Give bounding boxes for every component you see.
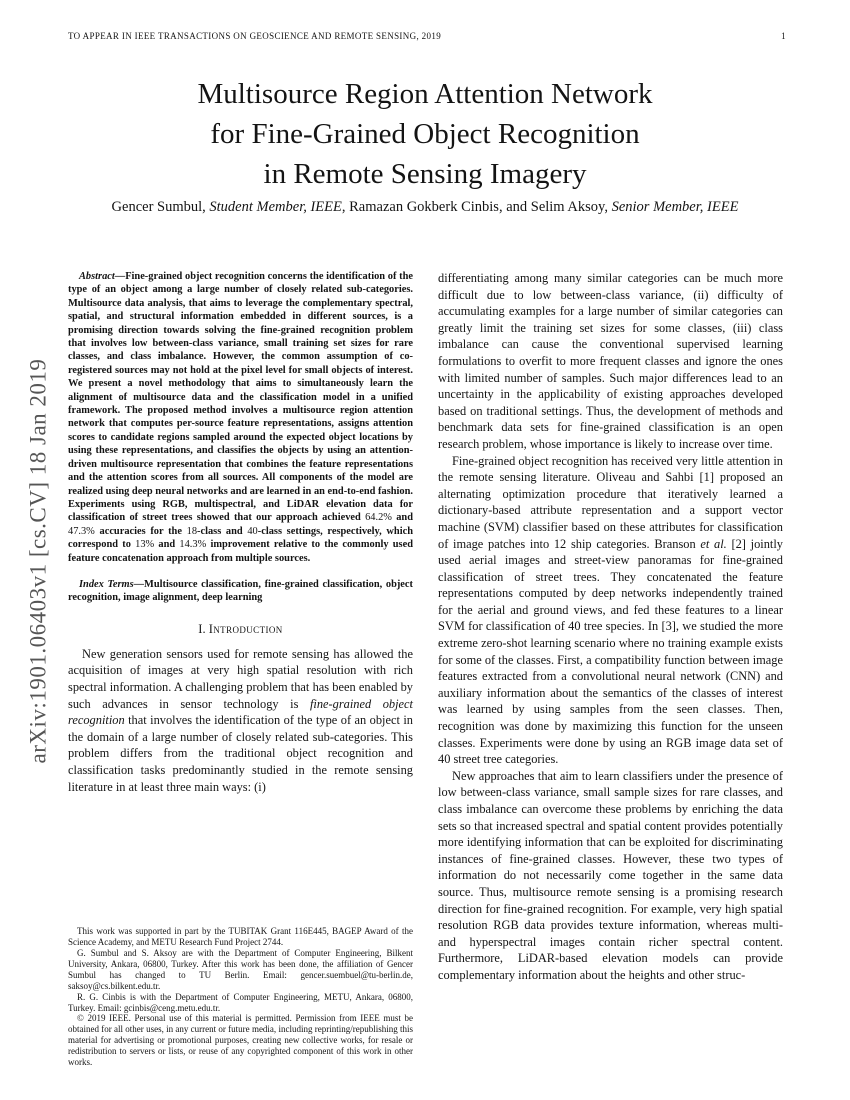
right-paragraph-3: New approaches that aim to learn classifiers under the presence of low between-class variance, small sample sizes for rare classes, and class imbalance can overcome these problems by enriching the data sets so that increased spectral and spatial content provides potentially more identifying information that can be exploited for discriminating instances of fine-grained classes. However, these two types of information do not necessarily come together in the same data source. Thus, multisource remote sensing is a promising research direction for fine-grained recognition. For example, very high spatial resolution RGB data provides texture information, whereas multi- and hyperspectral images contain richer spectral content. Furthermore, LiDAR-based elevation models can provide complementary information about the heights and other struc- xyxy=(438,768,783,982)
running-title: TO APPEAR IN IEEE TRANSACTIONS ON GEOSCIENCE AND REMOTE SENSING, 2019 xyxy=(68,31,442,41)
arxiv-stamp: arXiv:1901.06403v1 [cs.CV] 18 Jan 2019 xyxy=(25,358,51,764)
index-terms-paragraph: Index Terms—Multisource classification, fine-grained classification, object recognition, image alignment, deep learning xyxy=(68,578,413,604)
two-column-body xyxy=(68,270,783,1068)
footnote-block xyxy=(68,920,413,1068)
running-head xyxy=(68,31,786,41)
footnote-funding: This work was supported in part by the TUBITAK Grant 116E445, BAGEP Award of the Science Academy, and METU Research Fund Project 2744. xyxy=(68,926,413,948)
footnote-affiliation-sumbul-aksoy: G. Sumbul and S. Aksoy are with the Department of Computer Engineering, Bilkent University, Ankara, 06800, Turkey. After this work has been done, the affiliation of Gencer Sumbul has changed to TU Berlin. Email: gencer.suembuel@tu-berlin.de, saksoy@cs.bilkent.edu.tr. xyxy=(68,948,413,991)
right-column xyxy=(438,270,783,1068)
right-paragraph-2: Fine-grained object recognition has received very little attention in the remote sensing literature. Oliveau and Sahbi [1] proposed an alternating optimization procedure that iteratively learned a dictionary-based attribute representation and a support vector machine (SVM) classifier based on these attributes for classification of image patches into 12 ship categories. Branson et al. [2] jointly used aerial images and street-view panoramas for fine-grained classification of street trees. They concatenated the feature representations computed by deep networks independently trained for the aerial and ground views, and fed these features to a linear SVM for classification of 40 tree species. In [3], we studied the more extreme zero-shot learning scenario where no training example exists for some of the classes. First, a compatibility function between image features extracted from a convolutional neural network (CNN) and auxiliary information about the semantics of the classes of interest was learned by using samples from the seen classes. Then, recognition was done by maximizing this function for the unseen classes. Experiments were done by using an RGB image data set of 40 street tree categories. xyxy=(438,453,783,767)
title-line-3: in Remote Sensing Imagery xyxy=(263,158,587,191)
left-column xyxy=(68,270,413,1068)
footnote-affiliation-cinbis: R. G. Cinbis is with the Department of Computer Engineering, METU, Ankara, 06800, Turkey. Email: gcinbis@ceng.metu.edu.tr. xyxy=(68,991,413,1013)
right-paragraph-1: differentiating among many similar categories can be much more difficult due to low between-class variance, (ii) difficulty of accumulating examples for a large number of similar categories can greatly limit the training set sizes for some classes, (iii) class imbalance can cause the conventional supervised learning formulations to overfit to more frequent classes and ignore the ones with limited number of samples. Such major differences lead to an uncertainty in the applicability of existing approaches developed based on traditional settings. Thus, the development of methods and benchmark data sets for fine-grained classification is an open research problem, whose importance is likely to increase over time. xyxy=(438,271,783,451)
abstract-paragraph: Abstract—Fine-grained object recognition concerns the identification of the type of an object among a large number of closely related sub-categories. Multisource data analysis, that aims to leverage the complementary spectral, spatial, and structural information embedded in different sources, is a promising direction towards solving the fine-grained recognition problem that involves low between-class variance, small training set sizes for rare classes, and class imbalance. However, the common assumption of co-registered sources may not hold at the pixel level for small objects of interest. We present a novel methodology that aims to simultaneously learn the alignment of multisource data and the classification model in a unified framework. The proposed method involves a multisource region attention network that computes per-source feature representations, assigns attention scores to candidate regions sampled around the expected object locations by using these representations, and classifies the objects by using an attention-driven multisource representation that combines the feature representations and the attention scores from all sources. All components of the model are realized using deep neural networks and are learned in an end-to-end fashion. Experiments using RGB, multispectral, and LiDAR elevation data for classification of street trees showed that our approach achieved 64.2% and 47.3% accuracies for the 18-class and 40-class settings, respectively, which correspond to 13% and 14.3% improvement relative to the commonly used feature concatenation approach from multiple sources. xyxy=(68,271,413,564)
page-number: 1 xyxy=(781,31,786,41)
section-heading-introduction: I. Introduction xyxy=(198,621,283,636)
intro-paragraph: New generation sensors used for remote sensing has allowed the acquisition of images at very high spatial resolution with rich spectral information. A challenging problem that has been enabled by such advances in sensor technology is fine-grained object recognition that involves the identification of the type of an object in the domain of a large number of closely related sub-categories. This problem differs from the traditional object recognition and classification tasks predominantly studied in the remote sensing literature in at least three main ways: (i) xyxy=(68,646,413,794)
paper-title xyxy=(0,74,850,194)
authors-line: Gencer Sumbul, Student Member, IEEE, Ramazan Gokberk Cinbis, and Selim Aksoy, Senior Member, IEEE xyxy=(111,199,739,215)
title-line-1: Multisource Region Attention Network xyxy=(197,78,653,110)
footnote-copyright: © 2019 IEEE. Personal use of this material is permitted. Permission from IEEE must be obtained for all other uses, in any current or future media, including reprinting/republishing this material for advertising or promotional purposes, creating new collective works, for resale or redistribution to servers or lists, or reuse of any copyrighted component of this work in other works. xyxy=(68,1013,413,1068)
title-line-2: for Fine-Grained Object Recognition xyxy=(210,118,640,151)
